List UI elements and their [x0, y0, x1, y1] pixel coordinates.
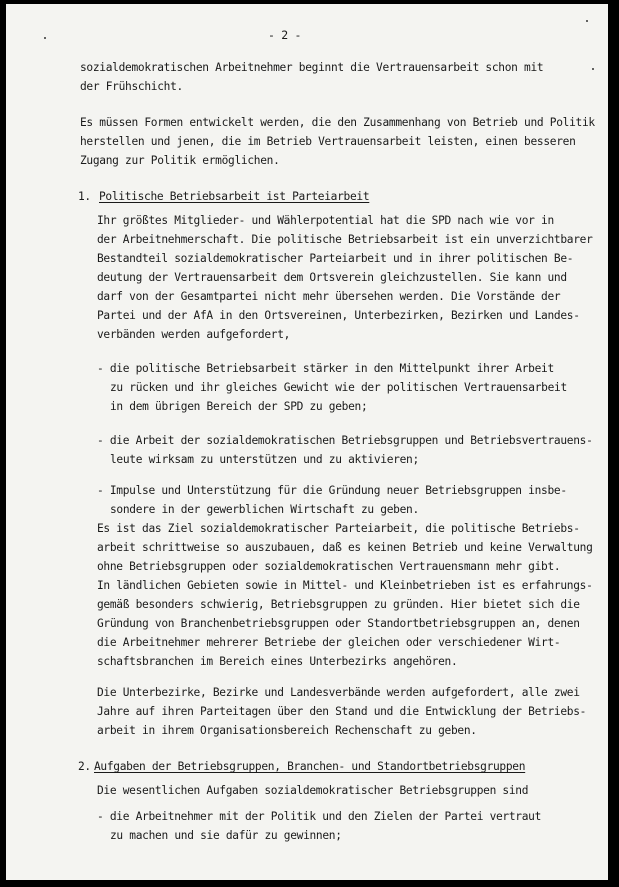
paragraph-line: herstellen und jenen, die im Betrieb Vertrauensarbeit leisten, einen besseren	[80, 135, 576, 148]
bullet-item-continuation: in dem übrigen Bereich der SPD zu geben;	[110, 400, 368, 413]
goal-line: Gründung von Branchenbetriebsgruppen oder Standortbetriebsgruppen an, denen	[97, 617, 580, 630]
intro-line: sozialdemokratischen Arbeitnehmer beginnt die Vertrauensarbeit schon mit	[80, 61, 544, 74]
section-1-heading: Politische Betriebsarbeit ist Parteiarbeit	[99, 190, 370, 203]
document-page	[6, 4, 608, 880]
goal-line: arbeit schrittweise so auszubauen, daß es keinen Betrieb und keine Verwaltung	[97, 541, 593, 554]
section-2-number: 2.	[78, 760, 91, 773]
section-1-body-line: Partei und der AfA in den Ortsvereinen, Unterbezirken, Bezirken und Landes-	[97, 309, 580, 322]
paragraph-line: Zugang zur Politik ermöglichen.	[80, 154, 280, 167]
bullet-item-continuation: leute wirksam zu unterstützen und zu aktivieren;	[110, 453, 419, 466]
section-1-body-line: deutung der Vertrauensarbeit dem Ortsverein gleichzustellen. Sie kann und	[97, 271, 567, 284]
goal-line: In ländlichen Gebieten sowie in Mittel- und Kleinbetrieben ist es erfahrungs-	[97, 579, 593, 592]
bullet-item-continuation: zu machen und sie dafür zu gewinnen;	[110, 829, 342, 842]
section-1-number: 1.	[78, 190, 91, 203]
bullet-item-continuation: zu rücken und ihr gleiches Gewicht wie der politischen Vertrauensarbeit	[110, 381, 567, 394]
goal-line: ohne Betriebsgruppen oder sozialdemokratischen Vertrauensmann mehr gibt.	[97, 560, 561, 573]
goal-line: Es ist das Ziel sozialdemokratischer Parteiarbeit, die politische Betriebs-	[97, 522, 580, 535]
bullet-item: - Impulse und Unterstützung für die Gründung neuer Betriebsgruppen insbe-	[97, 484, 567, 497]
bullet-item-continuation: sondere in der gewerblichen Wirtschaft zu geben.	[110, 503, 419, 516]
report-line: Jahre auf ihren Parteitagen über den Stand und die Entwicklung der Betriebs-	[97, 705, 587, 718]
bullet-item: - die Arbeitnehmer mit der Politik und den Zielen der Partei vertraut	[97, 810, 542, 823]
section-1-body-line: Bestandteil sozialdemokratischer Parteiarbeit und in ihrer politischen Be-	[97, 252, 574, 265]
paragraph-line: Es müssen Formen entwickelt werden, die den Zusammenhang von Betrieb und Politik	[80, 116, 595, 129]
section-2-heading: Aufgaben der Betriebsgruppen, Branchen- und Standortbetriebsgruppen	[94, 760, 526, 773]
section-1-body-line: der Arbeitnehmerschaft. Die politische Betriebsarbeit ist ein unverzichtbarer	[97, 233, 593, 246]
intro-line: der Frühschicht.	[80, 80, 183, 93]
goal-line: die Arbeitnehmer mehrerer Betriebe der gleichen oder verschiedener Wirt-	[97, 636, 561, 649]
bullet-item: - die Arbeit der sozialdemokratischen Betriebsgruppen und Betriebsvertrauens-	[97, 434, 593, 447]
goal-line: schaftsbranchen im Bereich eines Unterbezirks angehören.	[97, 655, 458, 668]
goal-line: gemäß besonders schwierig, Betriebsgruppen zu gründen. Hier bietet sich die	[97, 598, 580, 611]
section-2-body-line: Die wesentlichen Aufgaben sozialdemokratischer Betriebsgruppen sind	[97, 784, 529, 797]
page-number: - 2 -	[268, 28, 302, 42]
report-line: Die Unterbezirke, Bezirke und Landesverbände werden aufgefordert, alle zwei	[97, 686, 580, 699]
section-1-body-line: verbänden werden aufgefordert,	[97, 328, 291, 341]
section-1-body-line: darf von der Gesamtpartei nicht mehr übersehen werden. Die Vorstände der	[97, 290, 561, 303]
scan-speck	[586, 20, 588, 22]
scan-speck	[44, 37, 46, 39]
bullet-item: - die politische Betriebsarbeit stärker in den Mittelpunkt ihrer Arbeit	[97, 362, 554, 375]
section-1-body-line: Ihr größtes Mitglieder- und Wählerpotential hat die SPD nach wie vor in	[97, 214, 554, 227]
report-line: arbeit in ihrem Organisationsbereich Rechenschaft zu geben.	[97, 724, 477, 737]
scan-speck	[592, 68, 594, 70]
